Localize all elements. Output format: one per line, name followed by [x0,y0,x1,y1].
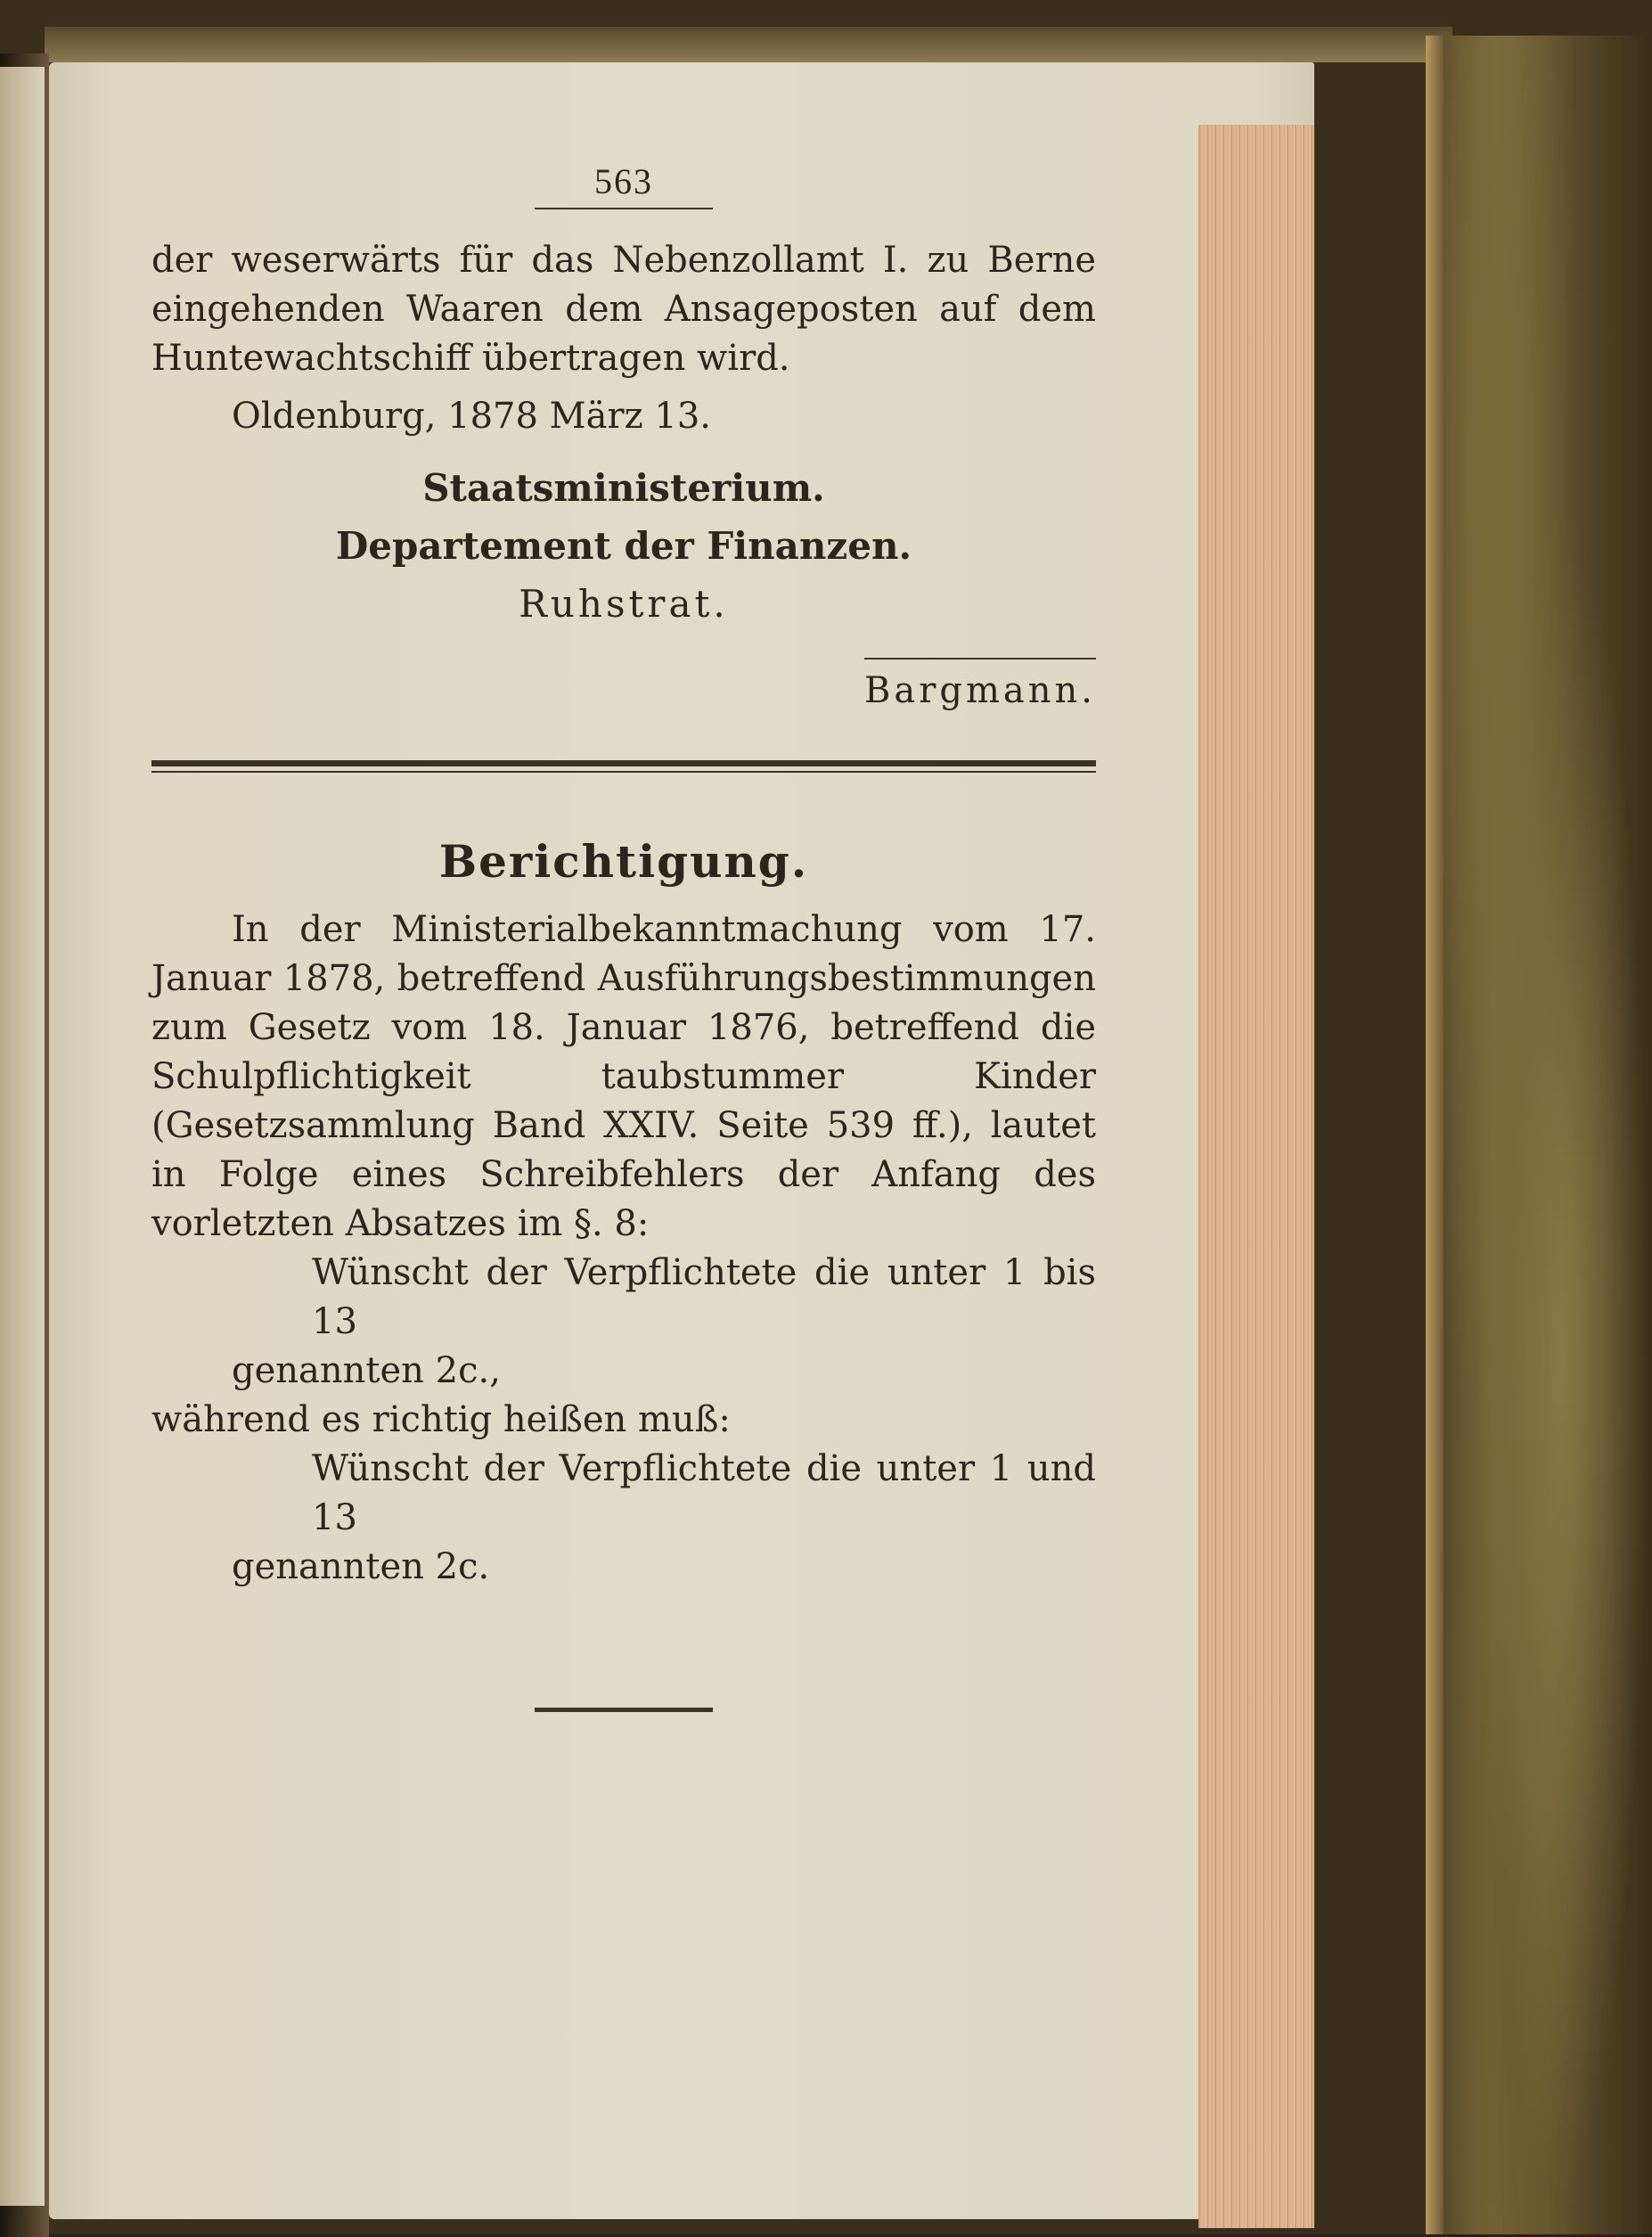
correction-paragraph: In der Ministerialbekanntmachung vom 17. Januar 1878, betreffend Ausführungsbestimmungen zum Gesetz vom 18. Januar 1876, betreffend die Schulpflichtigkeit taubstummer Kinder (Gesetzsammlung Band XXIV. Seite 539 ff.), lautet in Folge eines Schreibfehlers der Anfang des vorletzten Absatzes im §. 8: [151,909,1096,1244]
signatory: Ruhstrat. [519,582,729,626]
marbled-cover [1426,36,1652,2234]
transition-line: während es richtig heißen muß: [151,1399,731,1440]
countersign: Bargmann. [864,670,1096,711]
signature-rule [864,658,1096,660]
countersign-block [151,646,1096,711]
wrong-quote-line-1: Wünscht der Verpflichtete die unter 1 bis 13 [312,1252,1096,1342]
section-divider [151,760,1096,773]
intro-paragraph: der weserwärts für das Nebenzollamt I. zu Berne eingehenden Waaren dem Ansageposten auf dem Huntewachtschiff übertragen wird. [151,240,1096,379]
page-block-edges [1198,125,1314,2228]
section-heading: Berichtigung. [438,835,809,888]
end-rule [535,1708,713,1712]
department: Departement der Finanzen. [335,524,912,568]
cover-edge [1426,36,1443,2234]
right-quote-line-1: Wünscht der Verpflichtete die unter 1 und 13 [312,1448,1096,1538]
authority: Staatsministerium. [422,466,825,510]
page-content [151,160,1096,1712]
date-line: Oldenburg, 1878 März 13. [232,396,711,437]
book-top-edge [45,27,1452,62]
wrong-quote-line-2: genannten 2c., [232,1350,501,1391]
page-number: 563 [535,160,713,209]
right-quote-line-2: genannten 2c. [232,1546,490,1587]
left-page-edge [0,67,45,2206]
